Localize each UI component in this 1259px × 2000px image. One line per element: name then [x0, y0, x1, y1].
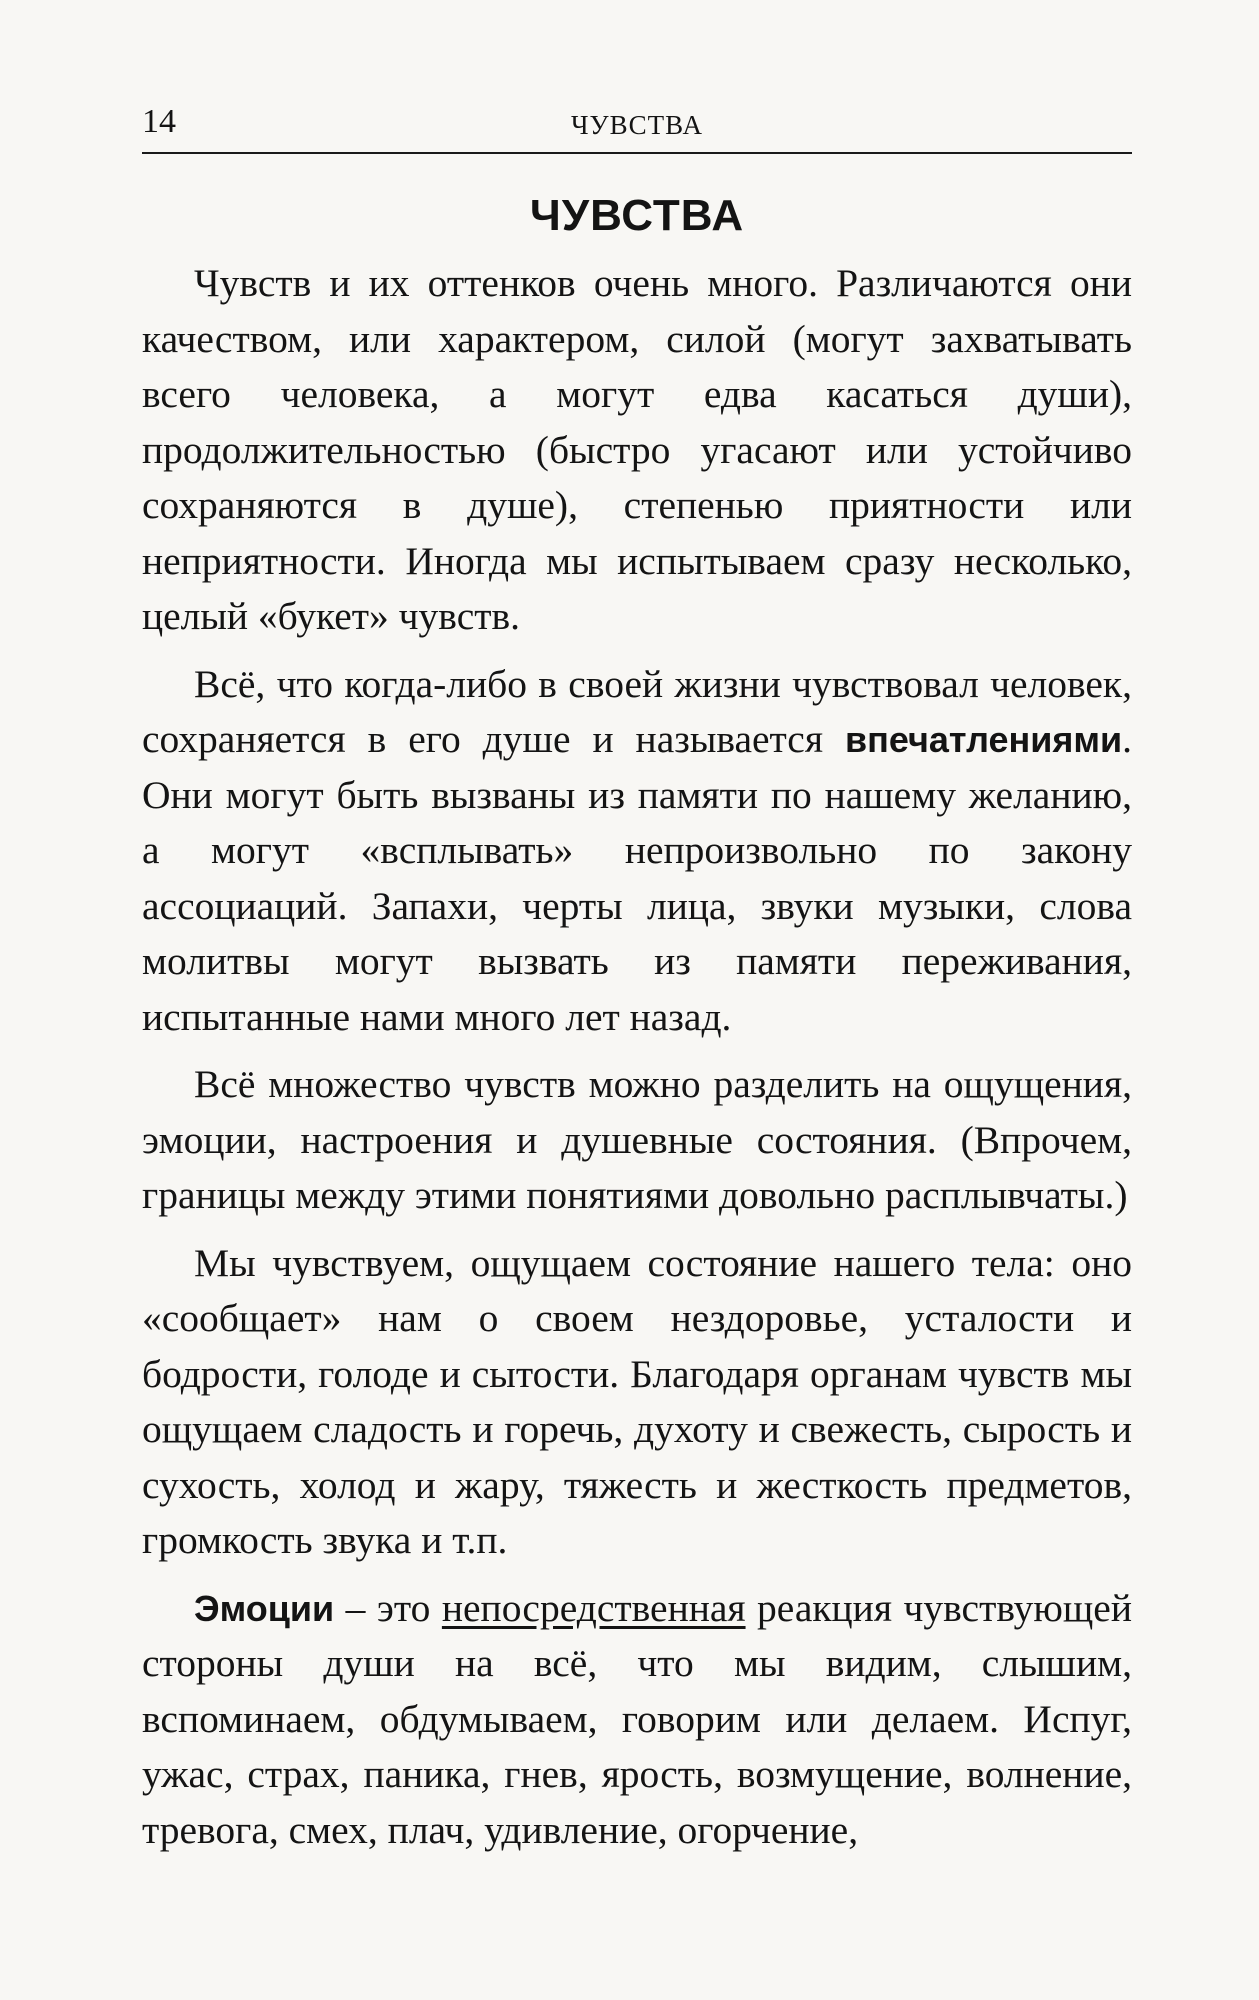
paragraph-5-text-end: реакция чувствующей стороны души на всё, что мы видим, слышим, вспоминаем, обдумываем, говорим или делаем. Испуг, ужас, страх, паника, гнев, ярость, возмущение, волнение, тревога, смех, плач, удивление, огорчение, — [142, 1585, 1132, 1852]
paragraph-2 — [142, 657, 1132, 1046]
running-title: ЧУВСТВА — [571, 110, 703, 140]
paragraph-3: Всё множество чувств можно разделить на ощущения, эмоции, настроения и душевные состояния. (Впрочем, границы между этими понятиями довольно расплывчаты.) — [142, 1062, 1132, 1217]
paragraph-2-text-end: . Они могут быть вызваны из памяти по нашему желанию, а могут «всплывать» непроизвольно по закону ассоциаций. Запахи, черты лица, звуки музыки, слова молитвы могут вызвать из памяти переживания, испытанные нами много лет назад. — [142, 717, 1132, 1039]
paragraph-5-dash: – это — [334, 1585, 442, 1630]
paragraph-4: Мы чувствуем, ощущаем состояние нашего тела: оно «сообщает» нам о своем нездоровье, усталости и бодрости, голоде и сытости. Благодаря органам чувств мы ощущаем сладость и горечь, духоту и свежесть, сырость и сухость, холод и жару, тяжесть и жесткость предметов, громкость звука и т.п. — [142, 1240, 1132, 1562]
paragraph-5 — [142, 1581, 1132, 1859]
term-emotions: Эмоции — [194, 1587, 335, 1629]
term-impressions: впечатлениями — [844, 719, 1123, 760]
paragraph-2-text-start: Всё, что когда-либо в своей жизни чувствовал человек, сохраняется в его душе и называется — [142, 661, 1132, 761]
paragraph-1: Чувств и их оттенков очень много. Различаются они качеством, или характером, силой (могут захватывать всего человека, а могут едва касаться души), продолжительностью (быстро угасают или устойчиво сохраняются в душе), степенью приятности или неприятности. Иногда мы испытываем сразу несколько, целый «букет» чувств. — [142, 261, 1132, 638]
running-header — [142, 100, 1132, 154]
chapter-title: ЧУВСТВА — [529, 191, 745, 240]
underlined-word: непосредственная — [441, 1585, 746, 1630]
page-number: 14 — [142, 103, 176, 140]
book-page — [142, 100, 1132, 1858]
